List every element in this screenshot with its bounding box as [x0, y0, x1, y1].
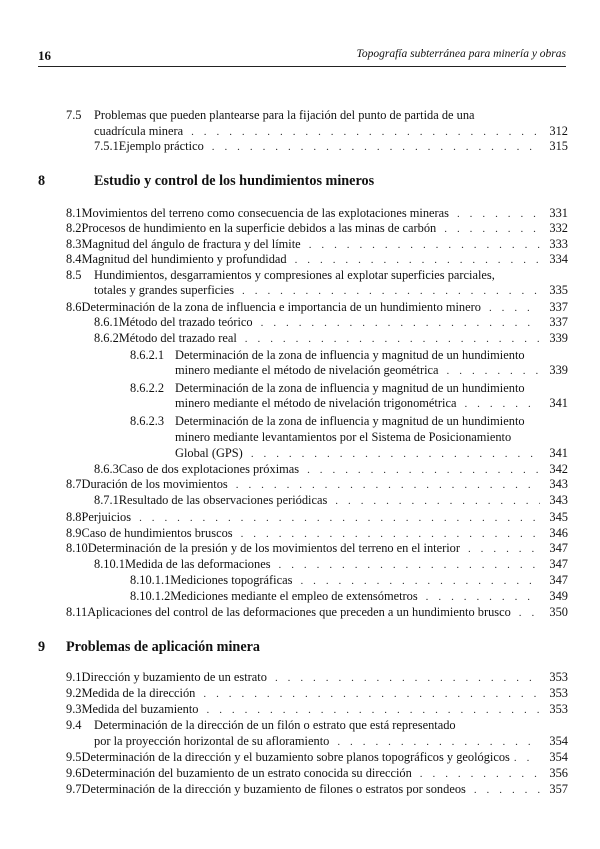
entry-number: 8.7: [66, 477, 82, 491]
dot-leader: [251, 447, 540, 462]
entry-page: 315: [549, 139, 568, 153]
toc-entry-9-4: [66, 718, 456, 733]
entry-page: 347: [549, 573, 568, 587]
entry-number: 8.4: [66, 252, 82, 266]
entry-number: 8.7.1: [94, 493, 119, 507]
entry-number: 9.4: [66, 718, 82, 732]
entry-number: 9.5: [66, 750, 82, 764]
entry-page: 332: [549, 221, 568, 235]
toc-entry-8-7: [66, 477, 568, 493]
toc-entry-8-6-2-3-line2: [175, 430, 511, 445]
entry-number: 8.6.2.3: [130, 414, 165, 428]
dot-leader: [295, 253, 540, 268]
entry-title: Procesos de hundimiento en la superficie debidos a las minas de carbón: [81, 221, 437, 235]
toc-entry-8-8: [66, 510, 568, 526]
entry-title: Duración de los movimientos: [81, 477, 228, 491]
entry-number: 8.10.1: [94, 557, 125, 571]
entry-page: 335: [549, 283, 568, 297]
toc-entry-8-6-2-3-cont: [175, 446, 568, 462]
entry-number: 8.6.2.1: [130, 348, 165, 362]
entry-number: 8.6: [66, 300, 82, 314]
toc-entry-8-6-1: [94, 315, 568, 331]
entry-number: 9.6: [66, 766, 82, 780]
entry-title-line1: Determinación de la dirección de un filón o estrato que está representado: [94, 718, 456, 732]
toc-entry-8-3: [66, 237, 568, 253]
dot-leader: [464, 397, 540, 412]
entry-page: 346: [549, 526, 568, 540]
entry-title: Medida de la dirección: [81, 686, 196, 700]
entry-page: 353: [549, 670, 568, 684]
entry-title: Movimientos del terreno como consecuencia de las explotaciones mineras: [81, 206, 449, 220]
chapter-number: 9: [38, 639, 46, 655]
entry-page: 331: [549, 206, 568, 220]
entry-number: 8.10.1.2: [130, 589, 171, 603]
toc-entry-8-6-2-2: [130, 381, 525, 396]
entry-page: 334: [549, 252, 568, 266]
entry-page: 337: [549, 315, 568, 329]
dot-leader: [426, 590, 540, 605]
entry-title: Mediciones mediante el empleo de extensómetros: [170, 589, 418, 603]
entry-title: Determinación de la presión y de los movimientos del terreno en el interior: [87, 541, 460, 555]
dot-leader: [489, 301, 540, 316]
entry-number: 7.5.1: [94, 139, 119, 153]
entry-title-line1: Determinación de la zona de influencia y magnitud de un hundimiento: [175, 414, 525, 428]
dot-leader: [236, 478, 540, 493]
entry-number: 8.3: [66, 237, 82, 251]
entry-title: Determinación de la dirección y el buzamiento sobre planos topográficos y geológicos: [81, 750, 510, 764]
dot-leader: [279, 558, 540, 573]
entry-number: 8.6.1: [94, 315, 119, 329]
entry-title: Perjuicios: [81, 510, 132, 524]
entry-number: 8.10: [66, 541, 88, 555]
toc-entry-8-6-2-1-cont: [175, 363, 568, 379]
entry-title-line2: minero mediante levantamientos por el Sistema de Posicionamiento: [175, 430, 512, 444]
entry-number: 9.3: [66, 702, 82, 716]
dot-leader: [337, 735, 540, 750]
entry-page: 342: [549, 462, 568, 476]
entry-number: 7.5: [66, 108, 82, 122]
entry-number: 8.1: [66, 206, 82, 220]
entry-number: 8.5: [66, 268, 82, 282]
toc-entry-8-6: [66, 300, 568, 316]
dot-leader: [139, 511, 540, 526]
entry-title: Mediciones topográficas: [170, 573, 293, 587]
chapter-title: Problemas de aplicación minera: [66, 639, 261, 655]
entry-number: 9.1: [66, 670, 82, 684]
dot-leader: [203, 687, 540, 702]
entry-page: 341: [549, 396, 568, 410]
toc-entry-8-2: [66, 221, 568, 237]
entry-page: 312: [549, 124, 568, 138]
toc-entry-7-5-1: [94, 139, 568, 155]
entry-page: 350: [549, 605, 568, 619]
entry-page: 356: [549, 766, 568, 780]
dot-leader: [420, 767, 540, 782]
dot-leader: [519, 606, 540, 621]
entry-title-line2: por la proyección horizontal de su afloramiento: [94, 734, 330, 748]
dot-leader: [307, 463, 540, 478]
entry-title: Caso de hundimientos bruscos: [81, 526, 233, 540]
toc-entry-9-1: [66, 670, 568, 686]
toc-entry-8-6-2-3: [130, 414, 525, 429]
dot-leader: [245, 332, 540, 347]
entry-number: 8.2: [66, 221, 82, 235]
dot-leader: [207, 703, 541, 718]
entry-title-line3: Global (GPS): [175, 446, 243, 460]
dot-leader: [468, 542, 540, 557]
entry-page: 343: [549, 493, 568, 507]
entry-title: Método del trazado real: [118, 331, 237, 345]
entry-page: 347: [549, 541, 568, 555]
toc-entry-8-7-1: [94, 493, 568, 509]
dot-leader: [457, 207, 540, 222]
entry-title: Aplicaciones del control de las deformaciones que preceden a un hundimiento brusco: [87, 605, 511, 619]
entry-number: 8.8: [66, 510, 82, 524]
dot-leader: [212, 140, 540, 155]
entry-title-line1: Hundimientos, desgarramientos y compresiones al explotar superficies parciales,: [94, 268, 495, 282]
entry-title-line1: Determinación de la zona de influencia y magnitud de un hundimiento: [175, 381, 525, 395]
dot-leader: [514, 751, 540, 766]
entry-title: Magnitud del ángulo de fractura y del límite: [81, 237, 301, 251]
toc-entry-8-5-cont: [94, 283, 568, 299]
dot-leader: [191, 125, 540, 140]
entry-title: Determinación de la zona de influencia e importancia de un hundimiento minero: [81, 300, 481, 314]
entry-number: 8.6.2.2: [130, 381, 165, 395]
dot-leader: [447, 364, 540, 379]
entry-title: Magnitud del hundimiento y profundidad: [81, 252, 287, 266]
entry-title: Caso de dos explotaciones próximas: [118, 462, 300, 476]
entry-page: 339: [549, 331, 568, 345]
dot-leader: [335, 494, 540, 509]
toc-entry-8-6-3: [94, 462, 568, 478]
chapter-number: 8: [38, 173, 46, 189]
chapter-title: Estudio y control de los hundimientos mineros: [94, 173, 375, 189]
entry-page: 347: [549, 557, 568, 571]
entry-number: 8.10.1.1: [130, 573, 171, 587]
entry-page: 339: [549, 363, 568, 377]
toc-entry-8-10-1-2: [130, 589, 568, 605]
toc-entry-8-10-1-1: [130, 573, 568, 589]
entry-title: Ejemplo práctico: [118, 139, 204, 153]
entry-title: Método del trazado teórico: [118, 315, 253, 329]
page-number: 16: [38, 48, 51, 63]
running-title: Topografía subterránea para minería y obras: [356, 48, 566, 60]
dot-leader: [241, 527, 540, 542]
dot-leader: [275, 671, 540, 686]
entry-page: 337: [549, 300, 568, 314]
entry-title: Medida de las deformaciones: [124, 557, 271, 571]
dot-leader: [300, 574, 540, 589]
toc-entry-7-5: [66, 108, 475, 123]
entry-number: 8.11: [66, 605, 88, 619]
entry-page: 349: [549, 589, 568, 603]
entry-page: 353: [549, 702, 568, 716]
toc-entry-9-6: [66, 766, 568, 782]
entry-title: Dirección y buzamiento de un estrato: [81, 670, 267, 684]
entry-page: 354: [549, 750, 568, 764]
dot-leader: [261, 316, 540, 331]
entry-page: 333: [549, 237, 568, 251]
entry-page: 341: [549, 446, 568, 460]
entry-title: Medida del buzamiento: [81, 702, 199, 716]
toc-entry-9-3: [66, 702, 568, 718]
entry-title-line2: minero mediante el método de nivelación trigonométrica: [175, 396, 457, 410]
entry-number: 9.2: [66, 686, 82, 700]
dot-leader: [474, 783, 540, 798]
toc-entry-8-10-1: [94, 557, 568, 573]
toc-entry-9-7: [66, 782, 568, 798]
entry-number: 8.9: [66, 526, 82, 540]
toc-entry-9-5: [66, 750, 568, 766]
entry-page: 345: [549, 510, 568, 524]
toc-entry-8-1: [66, 206, 568, 222]
entry-title-line2: cuadrícula minera: [94, 124, 184, 138]
toc-entry-8-6-2-2-cont: [175, 396, 568, 412]
dot-leader: [444, 222, 540, 237]
toc-entry-9-2: [66, 686, 568, 702]
toc-entry-8-10: [66, 541, 568, 557]
toc-entry-8-11: [66, 605, 568, 621]
toc-entry-7-5-cont: [94, 124, 568, 140]
entry-page: 353: [549, 686, 568, 700]
entry-title-line1: Determinación de la zona de influencia y magnitud de un hundimiento: [175, 348, 525, 362]
entry-title-line2: totales y grandes superficies: [94, 283, 235, 297]
toc-entry-9-4-cont: [94, 734, 568, 750]
toc-entry-8-6-2: [94, 331, 568, 347]
entry-number: 8.6.2: [94, 331, 119, 345]
dot-leader: [309, 238, 540, 253]
entry-number: 8.6.3: [94, 462, 119, 476]
toc-entry-8-6-2-1: [130, 348, 525, 363]
entry-number: 9.7: [66, 782, 82, 796]
toc-entry-8-4: [66, 252, 568, 268]
entry-title-line2: minero mediante el método de nivelación geométrica: [175, 363, 439, 377]
entry-page: 354: [549, 734, 568, 748]
toc-entry-8-9: [66, 526, 568, 542]
entry-page: 343: [549, 477, 568, 491]
entry-title-line1: Problemas que pueden plantearse para la fijación del punto de partida de una: [94, 108, 475, 122]
entry-title: Determinación de la dirección y buzamiento de filones o estratos por sondeos: [81, 782, 466, 796]
toc-entry-8-5: [66, 268, 495, 283]
dot-leader: [242, 284, 540, 299]
entry-page: 357: [549, 782, 568, 796]
entry-title: Determinación del buzamiento de un estrato conocida su dirección: [81, 766, 412, 780]
entry-title: Resultado de las observaciones periódicas: [118, 493, 328, 507]
